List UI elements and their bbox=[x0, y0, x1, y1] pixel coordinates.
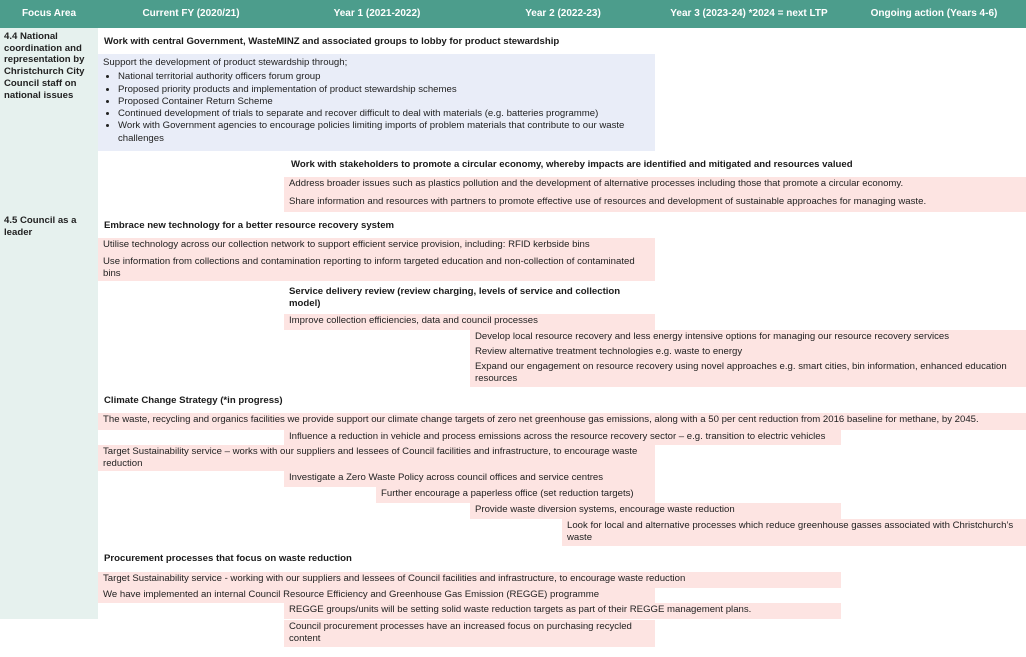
cell-rfid: Utilise technology across our collection network to support efficient service provision, including: RFID kerbside bins bbox=[98, 238, 655, 255]
section-technology-heading: Embrace new technology for a better resource recovery system bbox=[104, 220, 395, 231]
list-item: • National territorial authority officers forum group bbox=[118, 71, 650, 83]
list-item: • Proposed priority products and implementation of product stewardship schemes bbox=[118, 84, 650, 96]
cell-recycled-content: Council procurement processes have an increased focus on purchasing recycled content bbox=[284, 620, 655, 647]
column-header-ongoing: Ongoing action (Years 4-6) bbox=[870, 8, 998, 19]
cell-alt-treatment: Review alternative treatment technologies e.g. waste to energy bbox=[470, 345, 1026, 360]
section-procurement-heading: Procurement processes that focus on waste reduction bbox=[104, 553, 352, 564]
column-header-year1: Year 1 (2021-2022) bbox=[333, 8, 421, 19]
stewardship-list bbox=[103, 71, 650, 145]
focus-area-4-4: 4.4 National coordination and representation by Christchurch City Council staff on national issues bbox=[4, 31, 85, 101]
cell-share-information: Share information and resources with partners to promote effective use of resources and development of sustainable approaches for managing waste. bbox=[284, 195, 1026, 212]
table-header bbox=[0, 0, 1026, 28]
cell-target-sustainability-1: Target Sustainability service – works with our suppliers and lessees of Council facilities and infrastructure, to encourage waste reduction bbox=[98, 445, 655, 471]
cell-regge-targets: REGGE groups/units will be setting solid waste reduction targets as part of their REGGE management plans. bbox=[284, 603, 841, 619]
column-header-focus-area: Focus Area bbox=[21, 8, 77, 19]
cell-climate-targets: The waste, recycling and organics facilities we provide support our climate change targets of zero net greenhouse gas emissions, along with a 50 per cent reduction from 2016 baseline for methane, by 2045. bbox=[98, 413, 1026, 430]
section-lobby-heading: Work with central Government, WasteMINZ and associated groups to lobby for product stewardship bbox=[104, 36, 560, 47]
cell-zero-waste: Investigate a Zero Waste Policy across council offices and service centres bbox=[284, 471, 655, 487]
focus-area-column bbox=[0, 28, 98, 619]
list-item: • Proposed Container Return Scheme bbox=[118, 96, 650, 108]
stewardship-intro: Support the development of product stewardship through; bbox=[103, 57, 348, 68]
focus-area-4-5: 4.5 Council as a leader bbox=[4, 215, 77, 238]
list-item: • Work with Government agencies to encourage policies limiting imports of problem materials that contribute to our waste challenges bbox=[118, 120, 650, 145]
list-item: • Continued development of trials to separate and recover difficult to deal with materials (e.g. batteries programme) bbox=[118, 108, 650, 120]
cell-engagement: Expand our engagement on resource recovery using novel approaches e.g. smart cities, bin information, enhanced education resources bbox=[470, 360, 1026, 387]
cell-paperless: Further encourage a paperless office (set reduction targets) bbox=[376, 487, 655, 503]
column-header-current-fy: Current FY (2020/21) bbox=[142, 8, 240, 19]
cell-regge: We have implemented an internal Council Resource Efficiency and Greenhouse Gas Emission (REGGE) programme bbox=[98, 588, 655, 603]
cell-diversion: Provide waste diversion systems, encourage waste reduction bbox=[470, 503, 841, 519]
section-circular-heading: Work with stakeholders to promote a circular economy, whereby impacts are identified and mitigated and resources valued bbox=[291, 159, 853, 170]
cell-local-recovery: Develop local resource recovery and less energy intensive options for managing our resource recovery services bbox=[470, 330, 1026, 345]
section-climate-heading: Climate Change Strategy (*in progress) bbox=[104, 395, 283, 406]
cell-target-sustainability-2: Target Sustainability service - working with our suppliers and lessees of Council facilities and infrastructure, to encourage waste reduction bbox=[98, 572, 841, 588]
cell-efficiencies: Improve collection efficiencies, data and council processes bbox=[284, 314, 655, 330]
cell-broader-issues: Address broader issues such as plastics pollution and the development of alternative processes including those that promote a circular economy. bbox=[284, 177, 1026, 195]
column-header-year2: Year 2 (2022-23) bbox=[525, 8, 601, 19]
cell-ghg: Look for local and alternative processes which reduce greenhouse gasses associated with Christchurch’s waste bbox=[562, 519, 1026, 546]
cell-emissions: Influence a reduction in vehicle and process emissions across the resource recovery sector – e.g. transition to electric vehicles bbox=[284, 430, 841, 445]
column-header-year3: Year 3 (2023-24) *2024 = next LTP bbox=[670, 8, 828, 19]
stewardship-block bbox=[98, 54, 655, 151]
section-service-review-heading: Service delivery review (review charging, levels of service and collection model) bbox=[289, 286, 621, 310]
cell-contamination: Use information from collections and contamination reporting to inform targeted education and non-collection of contaminated bins bbox=[98, 255, 655, 281]
